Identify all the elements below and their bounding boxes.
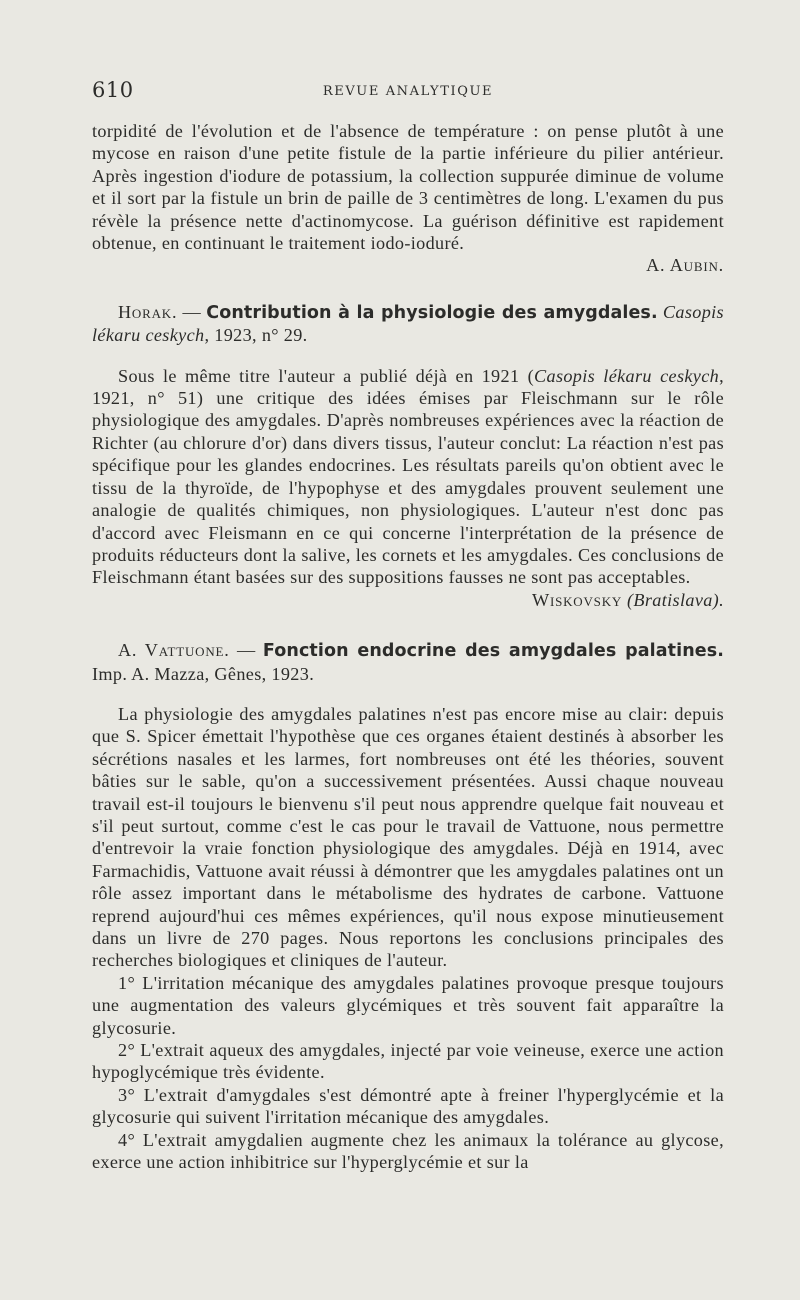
cited-journal: Casopis lékaru ceskych [534, 365, 720, 386]
article-paragraph [92, 365, 724, 589]
signature-author: Wiskovsky [531, 589, 623, 610]
paragraph-text: Sous le même titre l'auteur a publié déjà en 1921 ( [118, 365, 535, 386]
previous-article-continuation: torpidité de l'évolution et de l'absence de température : on pense plutôt à une mycose en raison d'une petite fistule de la partie inférieure du pilier antérieur. Après ingestion d'iodure de potassium, la collection suppurée diminue de volume et il sort par la fistule un brin de paille de 3 centimètres de long. L'examen du pus révèle la présence nette d'actinomycose. La guérison définitive est rapidement obtenue, en continuant le traitement iodo-ioduré. [92, 121, 724, 254]
page-number: 610 [92, 78, 134, 102]
article-paragraph: La physiologie des amygdales palatines n'est pas encore mise au clair: depuis que S. Spicer émettait l'hypothèse que ces organes étaient destinés à absorber les sécrétions nasales et les larmes, fort nombreuses ont été les théories, souvent bâties sur le sable, qu'on a successivement présentées. Aussi chaque nouveau travail est-il toujours le bienvenu s'il peut nous apprendre quelque fait nouveau et s'il peut surtout, comme c'est le cas pour le travail de Vattuone, nous permettre d'entrevoir la vraie fonction physiologique des amygdales. Déjà en 1914, avec Farmachidis, Vattuone avait réussi à démontrer que les amygdales palatines ont un rôle assez important dans le métabolisme des hydrates de carbone. Vattuone reprend aujourd'hui ces mêmes expériences, qu'il nous expose minutieusement dans un livre de 270 pages. Nous reportons les conclusions principales des recherches biologiques et cliniques de l'auteur. [92, 703, 724, 971]
article-author: A. Vattuone. [118, 640, 230, 661]
list-item: 1° L'irritation mécanique des amygdales palatines provoque presque toujours une augmentation des valeurs glycémiques et très souvent fait apparaître la glycosurie. [92, 972, 724, 1038]
article-heading [92, 639, 724, 685]
heading-dash: — [177, 301, 207, 322]
article-source-details: Imp. A. Mazza, Gênes, 1923. [92, 663, 315, 684]
page-header [92, 78, 724, 108]
signature-author: A. Aubin. [646, 255, 724, 276]
article-title: Contribution à la physiologie des amygdales. [206, 302, 658, 323]
list-item: 3° L'extrait d'amygdales s'est démontré apte à freiner l'hyperglycémie et la glycosurie qui suivent l'irritation mécanique des amygdales. [92, 1084, 724, 1128]
page-body [92, 120, 724, 1173]
running-title: REVUE ANALYTIQUE [322, 84, 494, 99]
list-item: 4° L'extrait amygdalien augmente chez les animaux la tolérance au glycose, exerce une action inhibitrice sur l'hyperglycémie et sur la [92, 1129, 724, 1173]
signature-place: (Bratislava). [627, 589, 724, 610]
article-title: Fonction endocrine des amygdales palatines. [262, 641, 724, 662]
previous-article-signature [92, 254, 724, 276]
heading-dash: — [229, 640, 263, 661]
article-author: Horak. [118, 301, 178, 322]
list-item: 2° L'extrait aqueux des amygdales, injecté par voie veineuse, exerce une action hypoglycémique très évidente. [92, 1040, 724, 1083]
article-heading [92, 301, 724, 347]
article-signature [92, 589, 724, 611]
paragraph-text: , 1921, n° 51) une critique des idées émises par Fleischmann sur le rôle physiologique des amygdales. D'après nombreuses expériences avec la réaction de Richter (au chlorure d'or) dans divers tissus, l'auteur conclut: La réaction n'est pas spécifique pour les glandes endocrines. Les résultats pareils qu'on obtient avec le tissu de la thyroïde, de l'hypophyse et des amygdales prouvent seulement une analogie de qualités chimiques, non physiologiques. L'auteur n'est donc pas d'accord avec Fleismann en ce qui concerne l'interprétation de la présence de produits réducteurs dont la salive, les cornets et les amygdales. Ces conclusions de Fleischmann étant basées sur des suppositions fausses ne sont pas acceptables. [92, 365, 724, 588]
article-source-details: , 1923, n° 29. [204, 325, 308, 346]
article-source-journal: Casopis lékaru ceskych [92, 301, 724, 346]
